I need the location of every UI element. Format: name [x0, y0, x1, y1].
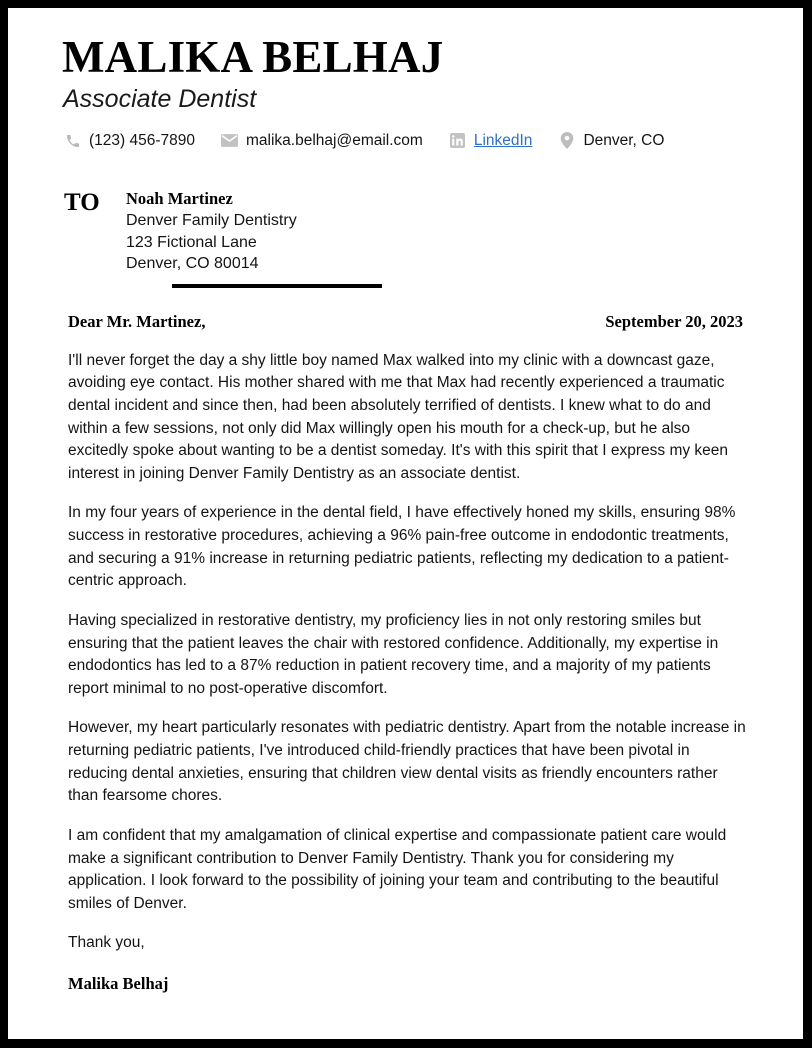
envelope-icon [221, 132, 238, 149]
recipient-label: TO [64, 189, 100, 216]
letter-date: September 20, 2023 [605, 311, 743, 331]
body-paragraph: Having specialized in restorative dentistry, my proficiency lies in not only restoring smiles but ensuring that the patient leaves the chair with restored confidence. Additionally, my expertise in endodontics has led to a 87% reduction in patient recovery time, and a majority of my patients report minimal to no post-operative discomfort. [68, 611, 719, 697]
salutation: Dear Mr. Martinez, [68, 311, 206, 331]
contact-location [558, 132, 664, 149]
recipient-company: Denver Family Dentistry [126, 211, 297, 229]
job-title: Associate Dentist [63, 85, 257, 114]
signoff: Thank you, [68, 934, 145, 952]
signature-name: Malika Belhaj [68, 974, 169, 994]
map-pin-icon [558, 132, 575, 149]
contact-email [221, 132, 423, 149]
email-value: malika.belhaj@email.com [246, 131, 423, 149]
body-paragraph: I'll never forget the day a shy little boy named Max walked into my clinic with a downcast gaze, avoiding eye contact. His mother shared with me that Max had recently experienced a traumatic dental incident and since then, had been absolutely terrified of dentists. I knew what to do and within a few sessions, not only did Max willingly open his mouth for a check-up, but he also excitedly spoke about wanting to be a dentist someday. It's with this spirit that I express my keen interest in joining Denver Family Dentistry as an associate dentist. [68, 351, 729, 482]
cover-letter-page [8, 8, 803, 1039]
recipient-city-state-zip: Denver, CO 80014 [126, 255, 259, 273]
body-paragraph: However, my heart particularly resonates with pediatric dentistry. Apart from the notable increase in returning pediatric patients, I've introduced child-friendly practices that have been pivotal in reducing dental anxieties, ensuring that children view dental visits as friendly encounters rather than fearsome chores. [68, 719, 746, 805]
phone-icon [64, 132, 81, 149]
contact-linkedin[interactable] [449, 132, 533, 149]
body-paragraph: I am confident that my amalgamation of clinical expertise and compassionate patient care would make a significant contribution to Denver Family Dentistry. Thank you for considering my application. I look forward to the possibility of joining your team and contributing to the beautiful smiles of Denver. [68, 826, 727, 912]
contact-row [64, 132, 751, 149]
letter-body [68, 350, 750, 916]
recipient-lines [126, 188, 297, 275]
recipient-block [64, 188, 751, 275]
page-title: MALIKA BELHAJ [62, 32, 444, 82]
location-value: Denver, CO [583, 131, 665, 149]
body-paragraph: In my four years of experience in the dental field, I have effectively honed my skills, ensuring 98% success in restorative procedures, achieving a 96% pain-free outcome in endodontic treatments, and securing a 91% increase in returning pediatric patients, reflecting my dedication to a patient-centric approach. [68, 504, 736, 590]
divider-rule [172, 284, 382, 288]
salutation-row [68, 312, 743, 332]
linkedin-link[interactable]: LinkedIn [473, 131, 533, 149]
contact-phone [64, 132, 195, 149]
recipient-name: Noah Martinez [126, 189, 233, 208]
recipient-street: 123 Fictional Lane [126, 233, 257, 251]
phone-value: (123) 456-7890 [89, 131, 195, 149]
linkedin-icon [449, 132, 466, 149]
